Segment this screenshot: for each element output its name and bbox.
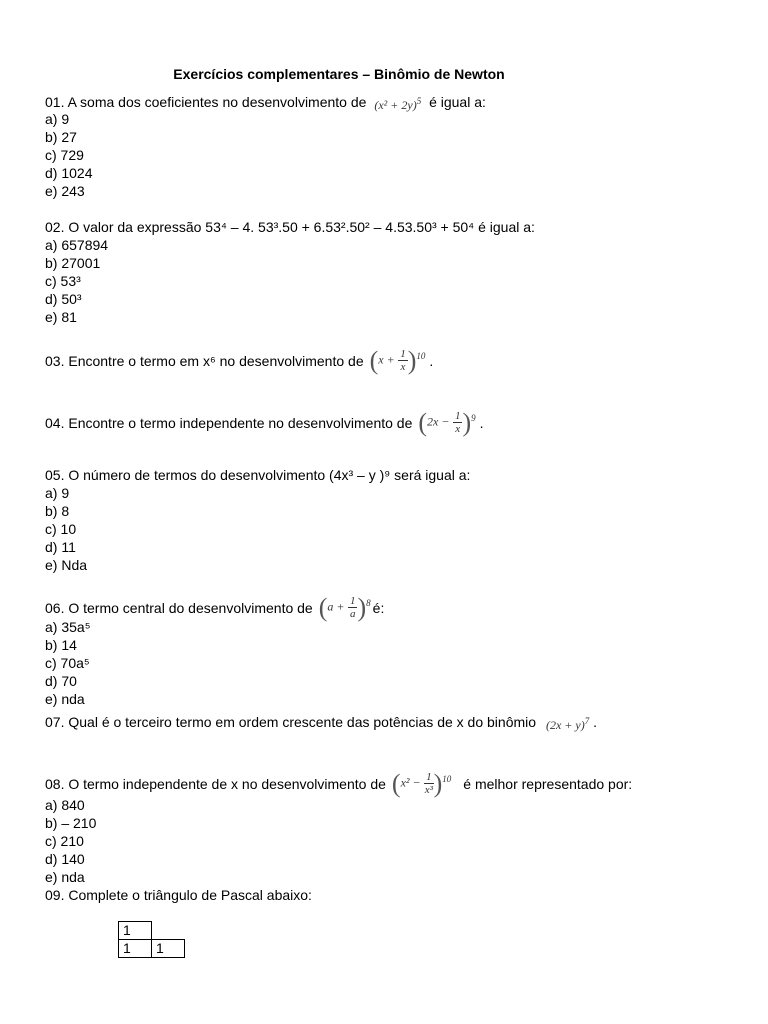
- q5-option-b: b) 8: [45, 503, 70, 519]
- q6-option-d: d) 70: [45, 673, 77, 689]
- question-4-text: 04. Encontre o termo independente no desenvolvimento de: [45, 415, 413, 431]
- pascal-cell: 1: [152, 940, 185, 958]
- q2-option-a: a) 657894: [45, 237, 109, 253]
- pascal-cell: 1: [119, 940, 152, 958]
- q6-option-e: e) nda: [45, 691, 85, 707]
- q6-option-c: c) 70a⁵: [45, 655, 90, 671]
- q1-option-b: b) 27: [45, 129, 77, 145]
- q5-option-d: d) 11: [45, 539, 76, 555]
- q1-option-d: d) 1024: [45, 165, 93, 181]
- question-4-expression: (2x − $\frac{1}{x}$ )$^9$: [418, 408, 476, 437]
- q8-option-b: b) – 210: [45, 815, 97, 831]
- pascal-row: [119, 940, 185, 958]
- question-8-text: 08. O termo independente de x no desenvolvimento de: [45, 776, 386, 792]
- question-9-text: 09. Complete o triângulo de Pascal abaixo:: [45, 887, 312, 903]
- question-8: 08. O termo independente de x no desenvolvimento de (x² − $\frac{1}{\text{x³}}$ )$^{10}$ é melhor representado por:: [45, 769, 633, 798]
- question-7-expression: $(2x + y)^7$: [545, 716, 590, 732]
- q2-option-b: b) 27001: [45, 255, 101, 271]
- question-6-expression: (a + $\frac{1}{a}$ )$^8$: [318, 593, 371, 622]
- question-7-text: 07. Qual é o terceiro termo em ordem crescente das potências de x do binômio: [45, 714, 537, 731]
- question-6-text: 06. O termo central do desenvolvimento de: [45, 600, 313, 616]
- question-3: 03. Encontre o termo em x⁶ no desenvolvimento de (x + $\frac{1}{x}$ )$^{10}$ .: [45, 346, 434, 375]
- question-3-text: 03. Encontre o termo em x⁶ no desenvolvimento de: [45, 353, 364, 369]
- q1-option-c: c) 729: [45, 147, 84, 163]
- question-1-text: 01. A soma dos coeficientes no desenvolvimento de: [45, 94, 367, 111]
- q2-option-c: c) 53³: [45, 273, 81, 289]
- q6-option-a: a) 35a⁵: [45, 619, 91, 635]
- q1-option-a: a) 9: [45, 111, 70, 127]
- document-title: Exercícios complementares – Binômio de Newton: [173, 66, 505, 82]
- q8-option-c: c) 210: [45, 833, 84, 849]
- pascal-row: [119, 922, 185, 940]
- q6-option-b: b) 14: [45, 637, 77, 653]
- question-7: 07. Qual é o terceiro termo em ordem crescente das potências de x do binômio $(2x + y)^7$ .: [45, 714, 597, 732]
- q2-option-e: e) 81: [45, 309, 77, 325]
- pascal-cell-empty: [152, 922, 185, 940]
- pascal-cell: 1: [119, 922, 152, 940]
- pascal-triangle-table: [118, 921, 185, 958]
- q5-option-e: e) Nda: [45, 557, 88, 573]
- q8-option-d: d) 140: [45, 851, 85, 867]
- q5-option-a: a) 9: [45, 485, 70, 501]
- question-1: [45, 93, 486, 114]
- question-8-expression: (x² − $\frac{1}{\text{x³}}$ )$^{10}$: [391, 769, 452, 798]
- q2-option-d: d) 50³: [45, 291, 82, 307]
- question-5-text: 05. O número de termos do desenvolvimento (4x³ – y )⁹ será igual a:: [45, 467, 471, 483]
- question-6: 06. O termo central do desenvolvimento de (a + $\frac{1}{a}$ )$^8$ é:: [45, 593, 385, 622]
- question-1-expression: $(x^2 + 2y)^5$: [374, 96, 422, 112]
- q8-option-e: e) nda: [45, 869, 85, 885]
- q8-option-a: a) 840: [45, 797, 85, 813]
- question-2-text: 02. O valor da expressão 53⁴ – 4. 53³.50 + 6.53².50² – 4.53.50³ + 50⁴ é igual a:: [45, 219, 535, 235]
- q5-option-c: c) 10: [45, 521, 77, 537]
- question-4: 04. Encontre o termo independente no desenvolvimento de (2x − $\frac{1}{x}$ )$^9$ .: [45, 408, 484, 437]
- question-1-tail: é igual a:: [429, 94, 486, 111]
- q1-option-e: e) 243: [45, 183, 85, 199]
- question-3-expression: (x + $\frac{1}{x}$ )$^{10}$: [369, 346, 426, 375]
